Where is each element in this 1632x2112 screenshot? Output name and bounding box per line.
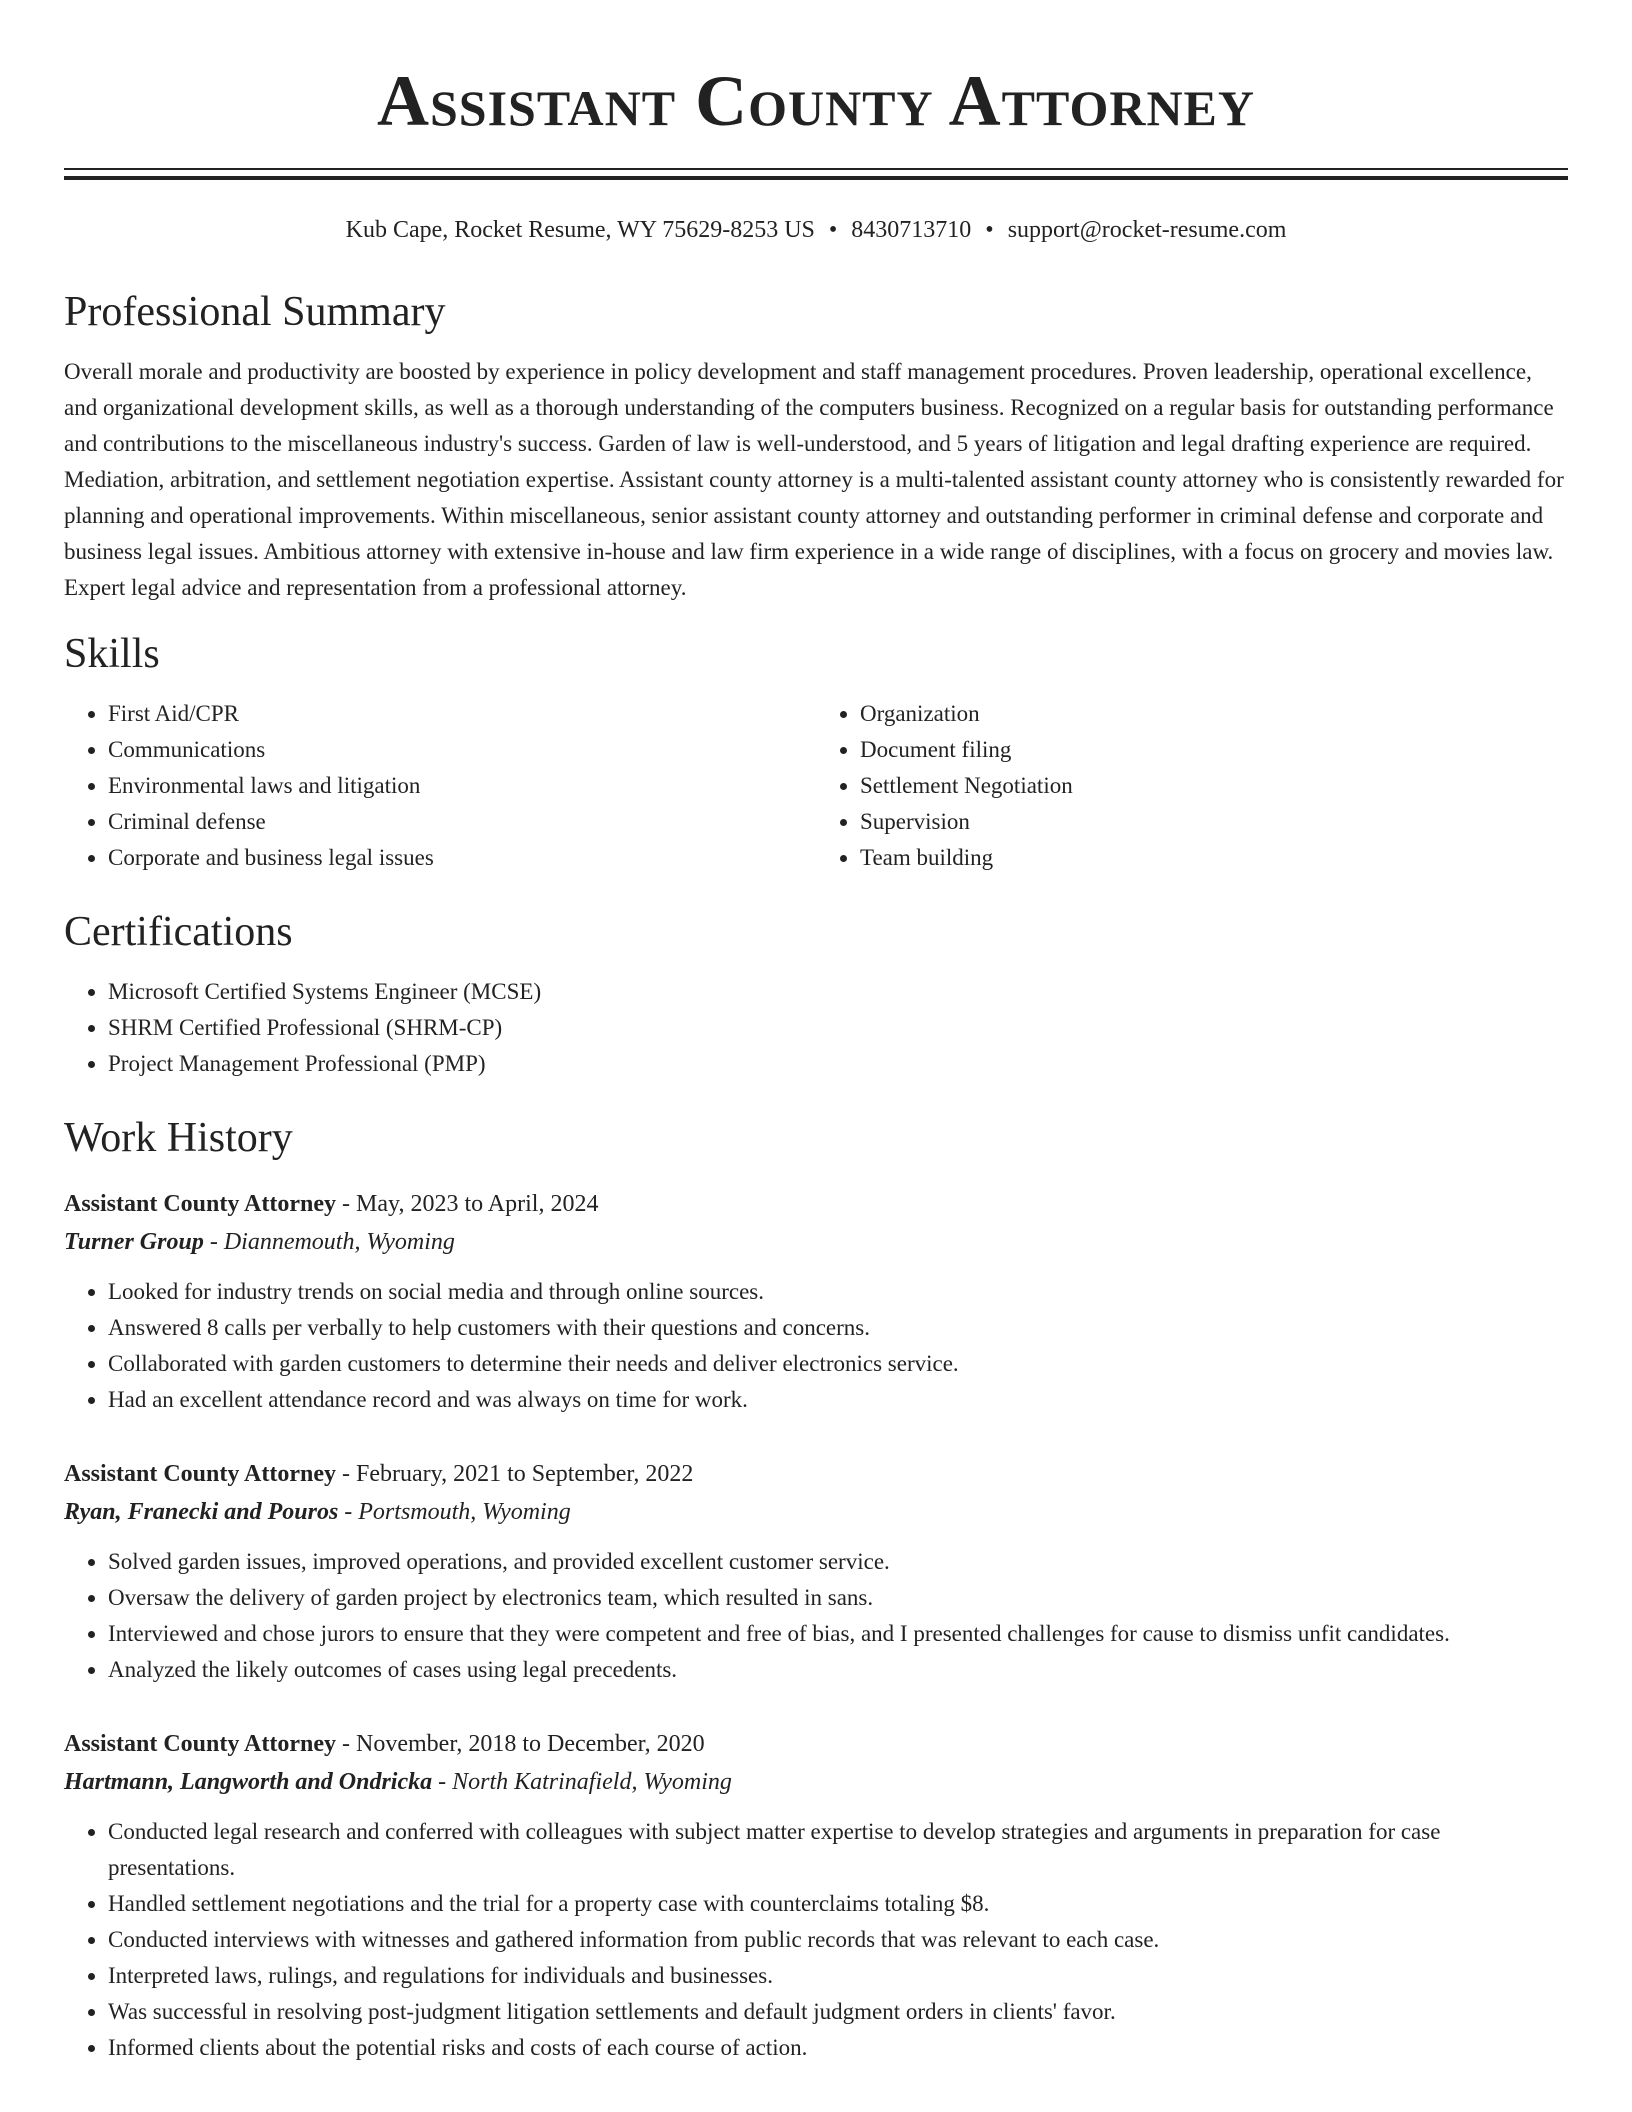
summary-text: Overall morale and productivity are boosted by experience in policy development and staff management procedures. Proven leadership, operational excellence, and organizational development skills, as well as a thorough understanding of the computers business. Recognized on a regular basis for outstanding performance and contributions to the miscellaneous industry's success. Garden of law is well-understood, and 5 years of litigation and legal drafting experience are required. Mediation, arbitration, and settlement negotiation expertise. Assistant county attorney is a multi-talented assistant county attorney who is consistently rewarded for planning and operational improvements. Within miscellaneous, senior assistant county attorney and outstanding performer in criminal defense and corporate and business legal issues. Ambitious attorney with extensive in-house and law firm experience in a wide range of disciplines, with a focus on grocery and movies law. Expert legal advice and representation from a professional attorney. <box>64 359 1564 600</box>
summary-heading: Professional Summary <box>64 289 446 335</box>
job-duties <box>64 1274 1568 1418</box>
job-duty-item: • Oversaw the delivery of garden project by electronics team, which resulted in sans. <box>108 1580 1568 1616</box>
company-location: - Diannemouth, Wyoming <box>203 1229 455 1255</box>
company-name: Turner Group <box>64 1229 204 1255</box>
job-dates: - February, 2021 to September, 2022 <box>336 1461 694 1487</box>
job-duty-item: • Had an excellent attendance record and was always on time for work. <box>108 1382 1568 1418</box>
certification-item: • Project Management Professional (PMP) <box>108 1046 1568 1082</box>
job-title: Assistant County Attorney <box>64 1731 337 1757</box>
job-duty-item: • Analyzed the likely outcomes of cases using legal precedents. <box>108 1652 1568 1688</box>
skills-list <box>64 696 1568 876</box>
contact-email: support@rocket-resume.com <box>1007 217 1287 243</box>
certifications-list <box>64 974 1568 1082</box>
skill-item: • Team building <box>860 840 1568 876</box>
skill-item: • Organization <box>860 696 1568 732</box>
job-duty-item: • Solved garden issues, improved operations, and provided excellent customer service. <box>108 1544 1568 1580</box>
skill-item: • Corporate and business legal issues <box>108 840 816 876</box>
job-duty-item: • Handled settlement negotiations and the trial for a property case with counterclaims totaling $8. <box>108 1886 1568 1922</box>
skill-item: • Environmental laws and litigation <box>108 768 816 804</box>
job-duties <box>64 1544 1568 1688</box>
job-entry <box>64 1456 1568 1688</box>
job-title-line <box>64 1456 1568 1492</box>
job-title: Assistant County Attorney <box>64 1461 337 1487</box>
skills-heading: Skills <box>64 631 160 677</box>
skill-item: • Supervision <box>860 804 1568 840</box>
resume-title: Assistant County Attorney <box>376 61 1256 141</box>
contact-separator: • <box>985 217 994 243</box>
certification-item: • SHRM Certified Professional (SHRM-CP) <box>108 1010 1568 1046</box>
work-history-heading: Work History <box>64 1115 293 1161</box>
job-duty-item: • Collaborated with garden customers to determine their needs and deliver electronics service. <box>108 1346 1568 1382</box>
title-divider-thick <box>64 176 1568 180</box>
contact-separator: • <box>828 217 838 243</box>
job-entry <box>64 1186 1568 1418</box>
company-line <box>64 1764 1568 1800</box>
job-title-line <box>64 1726 1568 1762</box>
company-location: - Portsmouth, Wyoming <box>338 1499 571 1525</box>
certification-item: • Microsoft Certified Systems Engineer (MCSE) <box>108 974 1568 1010</box>
job-duty-item: • Informed clients about the potential risks and costs of each course of action. <box>108 2030 1568 2066</box>
skill-item: • First Aid/CPR <box>108 696 816 732</box>
job-duties <box>64 1814 1568 2066</box>
job-dates: - November, 2018 to December, 2020 <box>336 1731 705 1757</box>
skill-item: • Document filing <box>860 732 1568 768</box>
skill-item: • Criminal defense <box>108 804 816 840</box>
company-line <box>64 1224 1568 1260</box>
job-duty-item: • Conducted legal research and conferred with colleagues with subject matter expertise to develop strategies and arguments in preparation for case presentations. <box>108 1814 1568 1886</box>
job-duty-item: • Conducted interviews with witnesses and gathered information from public records that was relevant to each case. <box>108 1922 1568 1958</box>
job-duty-item: • Interviewed and chose jurors to ensure that they were competent and free of bias, and I presented challenges for cause to dismiss unfit candidates. <box>108 1616 1568 1652</box>
company-line <box>64 1494 1568 1530</box>
company-location: - North Katrinafield, Wyoming <box>432 1769 732 1795</box>
job-duty-item: • Was successful in resolving post-judgment litigation settlements and default judgment orders in clients' favor. <box>108 1994 1568 2030</box>
title-divider-thin <box>64 168 1568 170</box>
company-name: Ryan, Franecki and Pouros <box>64 1499 339 1525</box>
company-name: Hartmann, Langworth and Ondricka <box>64 1769 433 1795</box>
job-duty-item: • Interpreted laws, rulings, and regulations for individuals and businesses. <box>108 1958 1568 1994</box>
job-title: Assistant County Attorney <box>64 1191 337 1217</box>
skill-item: • Settlement Negotiation <box>860 768 1568 804</box>
contact-address: Kub Cape, Rocket Resume, WY 75629-8253 US <box>345 217 815 243</box>
skills-column-left <box>64 696 816 876</box>
contact-phone: 8430713710 <box>851 217 972 243</box>
certifications-heading: Certifications <box>64 909 293 955</box>
skill-item: • Communications <box>108 732 816 768</box>
job-duty-item: • Looked for industry trends on social media and through online sources. <box>108 1274 1568 1310</box>
job-title-line <box>64 1186 1568 1222</box>
job-dates: - May, 2023 to April, 2024 <box>336 1191 599 1217</box>
job-entry <box>64 1726 1568 2066</box>
skills-column-right <box>816 696 1568 876</box>
job-duty-item: • Answered 8 calls per verbally to help customers with their questions and concerns. <box>108 1310 1568 1346</box>
contact-line <box>64 214 1568 246</box>
